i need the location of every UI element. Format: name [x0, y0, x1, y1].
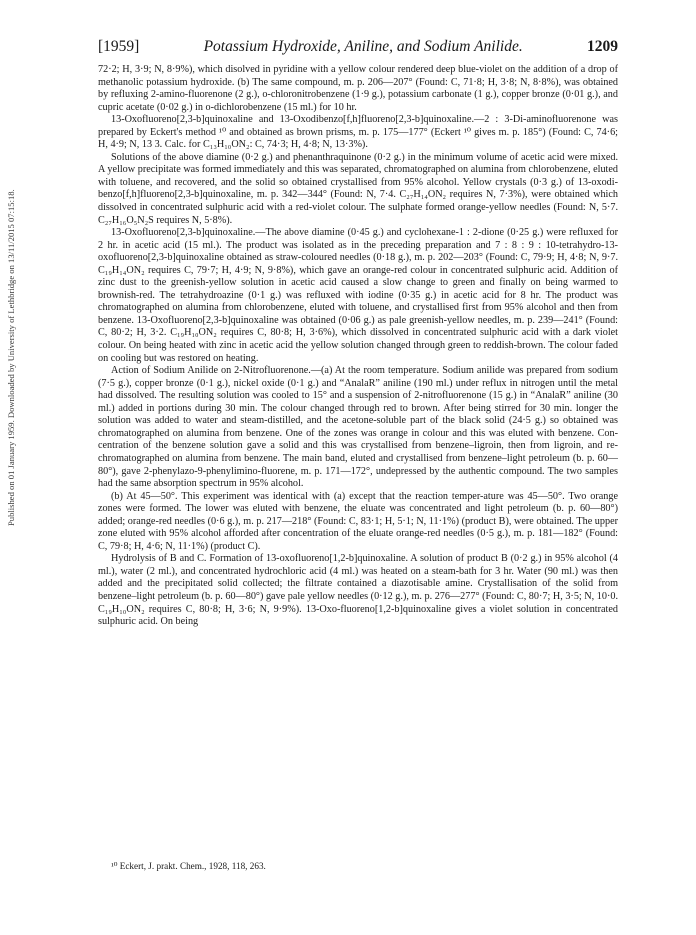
running-header	[98, 38, 618, 58]
article-body	[98, 64, 618, 629]
download-note: Published on 01 January 1959. Downloaded by University of Lethbridge on 13/11/2015 07:15:18.	[6, 189, 16, 527]
paragraph: Action of Sodium Anilide on 2-Nitrofluorenone.—(a) At the room temperature. Sodium anilide was prepared from sodium (7·5 g.), copper bronze (0·1 g.), nickel oxide (0·1 g.) and “AnalaR” aniline (190 ml.) under reflux in nitrogen until the metal had dissolved. The resulting solution was cooled to 15° and a suspension of 2-nitrofluorenone (15 g.) in “AnalaR” aniline (30 ml.) added in portions during 30 min. The colour changed through red to brown. After being stirred for 30 min. longer the solution was added to water and steam-distilled, and the acetone-soluble part of the black solid (24·5 g.) so obtained was chromatographed on alumina from benzene. One of the zones was orange in colour and this was eluted with benzene. Con-centration of the benzene solution gave a solid and this was crystallised from benzene–ligroin, then from ligroin, and re-chromatographed on alumina from benzene. The main band, eluted and crystallised from benzene–light petroleum (b. p. 60—80°), gave 2-phenylazo-9-phenylimino-fluorene, m. p. 171—172°, undepressed by the authentic compound. The two samples had the same absorption spectrum in 95% alcohol.	[98, 365, 618, 490]
journal-year: [1959]	[98, 38, 140, 55]
page-number: 1209	[587, 38, 618, 55]
paragraph: 13-Oxofluoreno[2,3-b]quinoxaline.—The above diamine (0·45 g.) and cyclohexane-1 : 2-dione (0·25 g.) were refluxed for 2 hr. in acetic acid (15 ml.). The product was isolated as in the preceding preparation and 7 : 8 : 9 : 10-tetrahydro-13-oxofluoreno[2,3-b]quinoxaline obtained as straw-coloured needles (0·18 g.), m. p. 202—203° (Found: C, 79·9; H, 4·8; N, 9·7. C₁₉H₁₄ON₂ requires C, 79·7; H, 4·9; N, 9·8%), which gave an orange-red colour in concentrated sulphuric acid. Addition of zinc dust to the greenish-yellow solution in acetic acid caused a slow change to green and finally on being warmed to brownish-red. The tetrahydroazine (0·1 g.) was refluxed with iodine (0·35 g.) in acetic acid for 8 hr. The product was chromatographed on alumina from chlorobenzene, eluted with toluene, and crystallised first from 95% alcohol and then from benzene. 13-Oxofluoreno[2,3-b]quinoxaline was obtained (0·06 g.) as pale greenish-yellow needles, m. p. 239—241° (Found: C, 80·2; H, 3·2. C₁₉H₁₀ON₂ requires C, 80·8; H, 3·6%), which dissolved in concentrated sulphuric acid with a dark violet colour. On being heated with zinc in acetic acid the yellow solution changed through green to reddish-brown. The colour faded on cooling but was restored on heating.	[98, 227, 618, 364]
paragraph: (b) At 45—50°. This experiment was identical with (a) except that the reaction temper-ature was 45—50°. Two orange zones were formed. The lower was eluted with benzene, the eluate was concentrated and light petroleum (b. p. 60—80°) added; orange-red needles (0·6 g.), m. p. 217—218° (Found: C, 83·1; H, 5·1; N, 11·1%) (product B), were obtained. The upper zone eluted with 95% alcohol afforded after concentration of the eluate orange-red needles (0·5 g.), m. p. 181—182° (Found: C, 79·8; H, 4·6; N, 11·1%) (product C).	[98, 490, 618, 552]
footnote-text: ¹⁰ Eckert, J. prakt. Chem., 1928, 118, 263.	[111, 861, 266, 871]
article-title: Potassium Hydroxide, Aniline, and Sodium Anilide.	[203, 38, 523, 55]
paragraph: Hydrolysis of B and C. Formation of 13-oxofluoreno[1,2-b]quinoxaline. A solution of product B (0·2 g.) in 95% alcohol (4 ml.), water (2 ml.), and concentrated hydrochloric acid (4 ml.) was heated on a steam-bath for 3 hr. Water (90 ml.) was then added and the precipitated solid collected; the filtrate contained a diazotisable amine. Crystallisation of the solid from benzene–light petroleum (b. p. 60—80°) gave pale yellow needles (0·12 g.), m. p. 276—277° (Found: C, 80·7; H, 3·5; N, 10·0. C₁₉H₁₀ON₂ requires C, 80·8; H, 3·6; N, 9·9%). 13-Oxo-fluoreno[1,2-b]quinoxaline gives a violet solution in concentrated sulphuric acid. On being	[98, 553, 618, 628]
footnote	[98, 860, 618, 872]
paragraph: 72·2; H, 3·9; N, 8·9%), which disolved in pyridine with a yellow colour rendered deep blue-violet on the addition of a drop of methanolic potassium hydroxide. (b) The same compound, m. p. 206—207° (Found: C, 71·8; H, 3·8; N, 8·8%), was obtained by refluxing 2-amino-fluorenone (2 g.), o-chloronitrobenzene (1·9 g.), potassium carbonate (1 g.), copper bronze (0·01 g.), and cupric acetate (0·02 g.) in o-dichlorobenzene (15 ml.) for 10 hr.	[98, 64, 618, 113]
paragraph: Solutions of the above diamine (0·2 g.) and phenanthraquinone (0·2 g.) in the minimum volume of acetic acid were mixed. A yellow precipitate was formed immediately and this was separated, chromatographed on alumina from chlorobenzene, eluted with toluene, and recovered, and the solid so obtained crystallised from 95% alcohol. Yellow crystals (0·3 g.) of 13-oxodi-benzo[f,h]fluoreno[2,3-b]quinoxaline, m. p. 342—344° (Found: N, 7·4. C₂₇H₁₄ON₂ requires N, 7·3%), were obtained which dissolved in concentrated sulphuric acid with a red-violet colour. The sulphate formed orange-yellow needles (Found: N, 5·7. C₂₇H₁₆O₅N₂S requires N, 5·8%).	[98, 151, 618, 226]
paragraph: 13-Oxofluoreno[2,3-b]quinoxaline and 13-Oxodibenzo[f,h]fluoreno[2,3-b]quinoxaline.—2 : 3-Di-aminofluorenone was prepared by Eckert's method ¹⁰ and obtained as brown prisms, m. p. 175—177° (Eckert ¹⁰ gives m. p. 185°) (Found: C, 74·6; H, 4·9; N, 13 3. Calc. for C₁₃H₁₀ON₂: C, 74·3; H, 4·8; N, 13·3%).	[98, 114, 618, 151]
